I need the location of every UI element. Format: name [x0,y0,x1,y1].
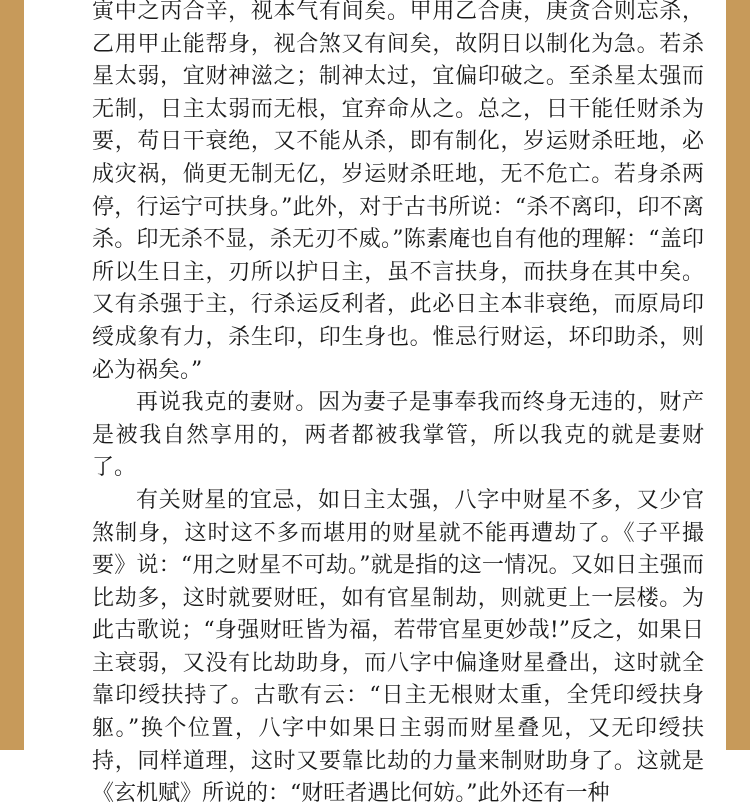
paragraph-1: 寅中之丙合辛，视本气有间矣。甲用乙合庚，庚贪合则忘杀，乙用甲止能帮身，视合煞又有间矣，故阴日以制化为急。若杀星太弱，宜财神滋之；制神太过，宜偏印破之。至杀星太强而无制，日主太弱而无根，宜弃命从之。总之，日干能任财杀为要，苟日干衰绝，又不能从杀，即有制化，岁运财杀旺地，必成灾祸，倘更无制无亿，岁运财杀旺地，无不危亡。若身杀两停，行运宁可扶身。”此外，对于古书所说：“杀不离印，印不离杀。印无杀不显，杀无刃不威。”陈素庵也自有他的理解：“盖印所以生日主，刃所以护日主，虽不言扶身，而扶身在其中矣。又有杀强于主，行杀运反利者，此必日主本非衰绝，而原局印绶成象有力，杀生印，印生身也。惟忌行财运，坏印助杀，则必为祸矣。” [92,0,704,383]
paragraph-2: 再说我克的妻财。因为妻子是事奉我而终身无违的，财产是被我自然享用的，两者都被我掌管，所以我克的就是妻财了。 [92,390,704,481]
book-page-text [92,0,704,807]
paragraph-3: 有关财星的宜忌，如日主太强，八字中财星不多，又少官煞制身，这时这不多而堪用的财星就不能再遭劫了。《子平撮要》说：“用之财星不可劫。”就是指的这一情况。又如日主强而比劫多，这时就要财旺，如有官星制劫，则就更上一层楼。为此古歌说；“身强财旺皆为福，若带官星更妙哉!”反之，如果日主衰弱，又没有比劫助身，而八字中偏逢财星叠出，这时就全靠印绶扶持了。古歌有云：“日主无根财太重，全凭印绶扶身躯。”换个位置，八字中如果日主弱而财星叠见，又无印绶扶持，同样道理，这时又要靠比劫的力量来制财助身了。这就是《玄机赋》所说的：“财旺者遇比何妨。”此外还有一种 [92,487,704,807]
